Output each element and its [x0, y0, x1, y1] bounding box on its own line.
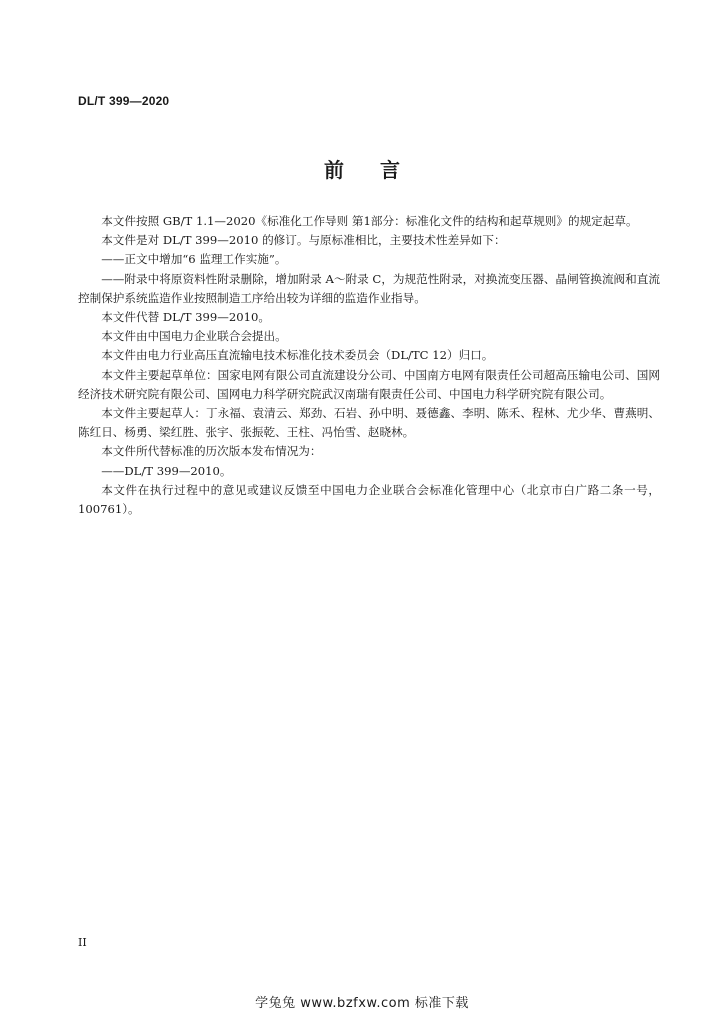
paragraph-change-1: ——正文中增加“6 监理工作实施”。	[101, 252, 287, 267]
paragraph-history-item: ——DL/T 399—2010。	[101, 463, 232, 478]
section-title: 前言	[324, 158, 436, 182]
footer-watermark: 学兔兔 www.bzfxw.com 标准下载	[255, 996, 469, 1011]
paragraph-feedback: 本文件在执行过程中的意见或建议反馈至中国电力企业联合会标准化管理中心（北京市白广路二条一号，100761）。	[78, 482, 660, 517]
paragraph-drafters: 本文件主要起草人：丁永福、袁清云、郑劲、石岩、孙中明、聂德鑫、李明、陈禾、程林、尤少华、曹燕明、陈红日、杨勇、梁红胜、张宇、张振乾、王柱、冯怡雪、赵晓林。	[78, 406, 660, 440]
paragraph-drafting-units: 本文件主要起草单位：国家电网有限公司直流建设分公司、中国南方电网有限责任公司超高压输电公司、国网经济技术研究院有限公司、国网电力科学研究院武汉南瑞有限责任公司、中国电力科学研究院有限公司。	[78, 367, 660, 401]
paragraph-responsible-committee: 本文件由电力行业高压直流输电技术标准化技术委员会（DL/TC 12）归口。	[101, 348, 494, 363]
page-number: II	[78, 936, 87, 949]
document-code: DL/T 399—2020	[78, 94, 170, 108]
paragraph-change-2: ——附录中将原资料性附录删除，增加附录 A～附录 C，为规范性附录，对换流变压器、晶闸管换流阀和直流控制保护系统监造作业按照制造工序给出较为详细的监造作业指导。	[78, 271, 660, 305]
paragraph-history-intro: 本文件所代替标准的历次版本发布情况为：	[101, 444, 322, 459]
paragraph-replaces: 本文件代替 DL/T 399—2010。	[101, 310, 270, 325]
foreword-body	[78, 212, 660, 519]
paragraph-drafting-rules: 本文件按照 GB/T 1.1—2020《标准化工作导则 第1部分：标准化文件的结构和起草规则》的规定起草。	[101, 214, 638, 228]
paragraph-proposed-by: 本文件由中国电力企业联合会提出。	[101, 329, 287, 344]
paragraph-revision: 本文件是对 DL/T 399—2010 的修订。与原标准相比，主要技术性差异如下：	[101, 233, 506, 248]
